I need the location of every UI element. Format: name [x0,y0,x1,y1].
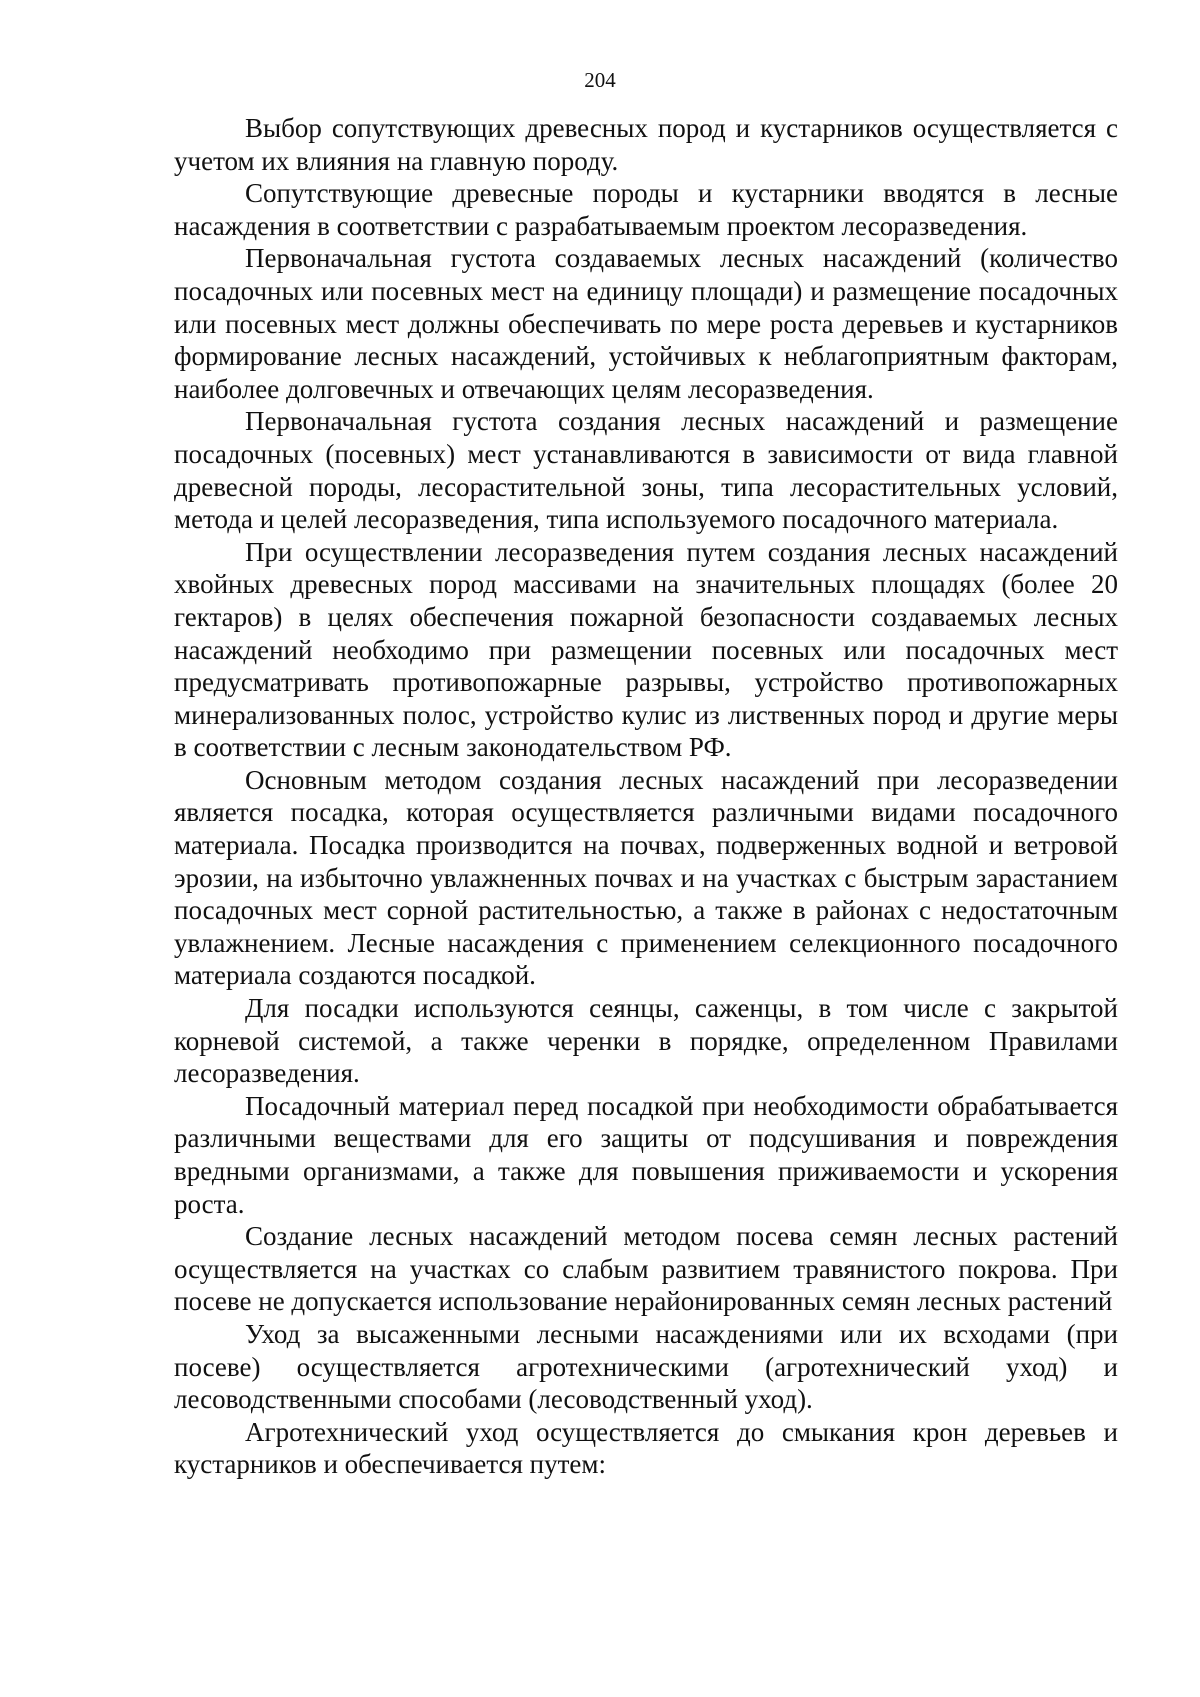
paragraph-8: Посадочный материал перед посадкой при необходимости обрабатывается различными веществами для его защиты от подсушивания и повреждения вредными организмами, а также для повышения приживаемости и ускорения роста. [174,1090,1118,1219]
paragraph-4: Первоначальная густота создания лесных насаждений и размещение посадочных (посевных) мест устанавливаются в зависимости от вида главной древесной породы, лесорастительной зоны, типа лесорастительных условий, метода и целей лесоразведения, типа используемого посадочного материала. [174,406,1118,535]
paragraph-9: Создание лесных насаждений методом посева семян лесных растений осуществляется на участках со слабым развитием травянистого покрова. При посеве не допускается использование нерайонированных семян лесных растений [174,1221,1118,1317]
paragraph-6: Основным методом создания лесных насаждений при лесоразведении является посадка, которая осуществляется различными видами посадочного материала. Посадка производится на почвах, подверженных водной и ветровой эрозии, на избыточно увлажненных почвах и на участках с быстрым зарастанием посадочных мест сорной растительностью, а также в районах с недостаточным увлажнением. Лесные насаждения с применением селекционного посадочного материала создаются посадкой. [174,764,1118,991]
paragraph-1: Выбор сопутствующих древесных пород и кустарников осуществляется с учетом их влияния на главную породу. [174,113,1118,176]
page-number: 204 [584,68,616,92]
paragraph-11: Агротехнический уход осуществляется до смыкания крон деревьев и кустарников и обеспечивается путем: [174,1416,1118,1480]
paragraph-5: При осуществлении лесоразведения путем создания лесных насаждений хвойных древесных пород массивами на значительных площадях (более 20 гектаров) в целях обеспечения пожарной безопасности создаваемых лесных насаждений необходимо при размещении посевных или посадочных мест предусматривать противопожарные разрывы, устройство противопожарных минерализованных полос, устройство кулис из лиственных пород и другие меры в соответствии с лесным законодательством РФ. [174,536,1118,763]
paragraph-7: Для посадки используются сеянцы, саженцы, в том числе с закрытой корневой системой, а также черенки в порядке, определенном Правилами лесоразведения. [174,993,1118,1089]
document-body [174,112,1118,1481]
paragraph-10: Уход за высаженными лесными насаждениями или их всходами (при посеве) осуществляется агротехническими (агротехнический уход) и лесоводственными способами (лесоводственный уход). [174,1318,1118,1415]
paragraph-3: Первоначальная густота создаваемых лесных насаждений (количество посадочных или посевных мест на единицу площади) и размещение посадочных или посевных мест должны обеспечивать по мере роста деревьев и кустарников формирование лесных насаждений, устойчивых к неблагоприятным факторам, наиболее долговечных и отвечающих целям лесоразведения. [174,243,1118,404]
paragraph-2: Сопутствующие древесные породы и кустарники вводятся в лесные насаждения в соответствии с разрабатываемым проектом лесоразведения. [174,178,1118,241]
